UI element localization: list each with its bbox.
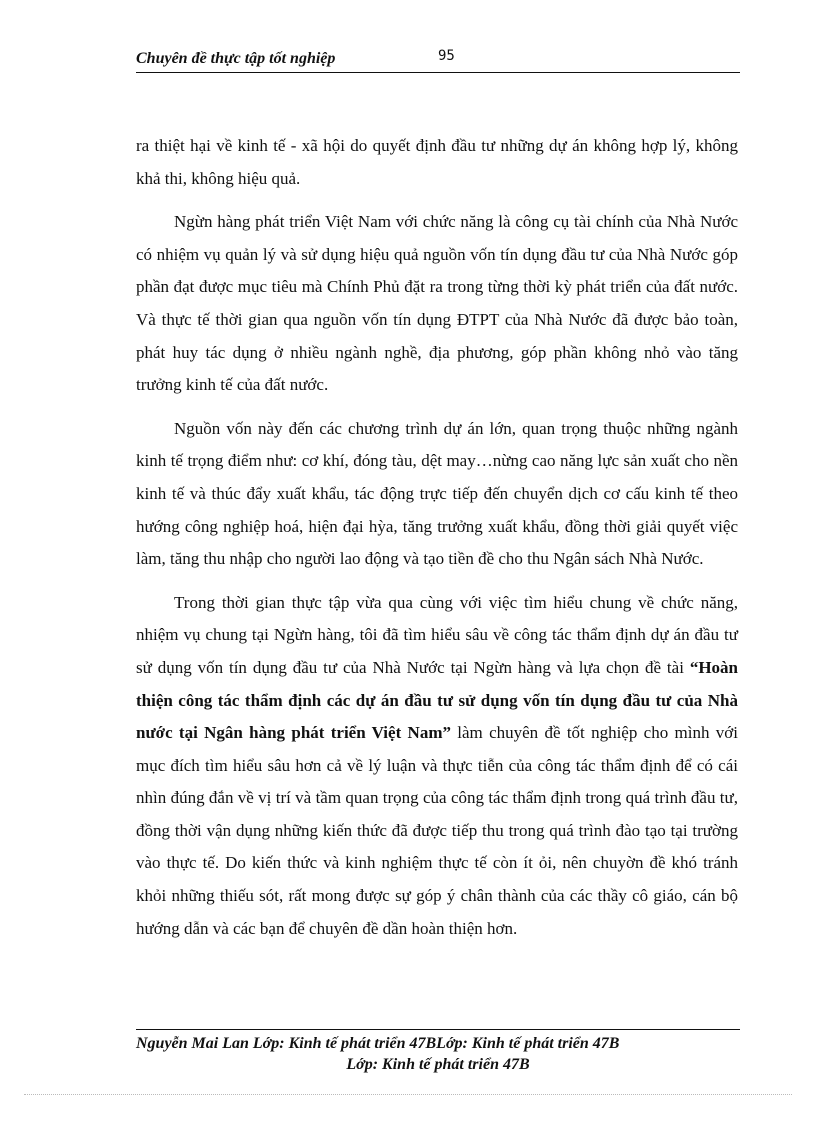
paragraph-2: Ngừn hàng phát triển Việt Nam với chức năng là công cụ tài chính của Nhà Nước có nhiệm vụ quản lý và sử dụng hiệu quả nguồn vốn tín dụng đầu tư của Nhà Nước góp phần đạt được mục tiêu mà Chính Phủ đặt ra trong từng thời kỳ phát triển của đất nước. Và thực tế thời gian qua nguồn vốn tín dụng ĐTPT của Nhà Nước đã được bảo toàn, phát huy tác dụng ở nhiều ngành nghề, địa phương, góp phần không nhỏ vào tăng trưởng kinh tế của đất nước. [136,212,738,395]
thesis-title: “Hoàn thiện công tác thẩm định các dự án đầu tư sử dụng vốn tín dụng đầu tư của Nhà nước tại Ngân hàng phát triển Việt Nam” [136,657,738,743]
header-rule [136,72,740,73]
page-number: 95 [438,48,455,64]
document-body [136,130,738,945]
footer-author-line: Nguyễn Mai Lan Lớp: Kinh tế phát triển 47BLớp: Kinh tế phát triển 47B [136,1035,620,1052]
paragraph-1: ra thiệt hại về kinh tế - xã hội do quyết định đầu tư những dự án không hợp lý, không khả thi, không hiệu quả. [136,136,738,188]
page-header [136,48,740,70]
footer-class-line: Lớp: Kinh tế phát triển 47B [346,1056,530,1073]
paragraph-3: Nguồn vốn này đến các chương trình dự án lớn, quan trọng thuộc những ngành kinh tế trọng điểm như: cơ khí, đóng tàu, dệt may…nừng cao năng lực sản xuất cho nền kinh tế và thúc đẩy xuất khẩu, tác động trực tiếp đến chuyển dịch cơ cấu kinh tế theo hướng công nghiệp hoá, hiện đại hỳa, tăng trưởng xuất khẩu, đồng thời giải quyết việc làm, tăng thu nhập cho người lao động và tạo tiền đề cho thu Ngân sách Nhà Nước. [136,418,738,569]
paragraph-4-rest: làm chuyên đề tốt nghiệp cho mình với mục đích tìm hiểu sâu hơn cả về lý luận và thực tiễn của công tác thẩm định để có cái nhìn đúng đắn về vị trí và tầm quan trọng của công tác thẩm định trong quá trình đầu tư, đồng thời vận dụng những kiến thức đã được tiếp thu trong quá trình đào tạo tại trường vào thực tế. Do kiến thức và kinh nghiệm thực tế còn ít ỏi, nên chuyờn đề khó tránh khỏi những thiếu sót, rất mong được sự góp ý chân thành của các thầy cô giáo, cán bộ hướng dẫn và các bạn để chuyên đề dần hoàn thiện hơn. [136,723,738,938]
page-bottom-divider [24,1094,792,1095]
paragraph-4-intro: Trong thời gian thực tập vừa qua cùng với việc tìm hiểu chung về chức năng, nhiệm vụ chung tại Ngừn hàng, tôi đã tìm hiểu sâu về công tác thẩm định dự án đầu tư sử dụng vốn tín dụng đầu tư của Nhà Nước tại Ngừn hàng và lựa chọn đề tài [136,592,738,677]
header-title: Chuyên đề thực tập tốt nghiệp [136,50,336,67]
paragraph-4 [136,587,738,946]
footer-rule [136,1029,740,1030]
page-footer [136,1033,740,1075]
